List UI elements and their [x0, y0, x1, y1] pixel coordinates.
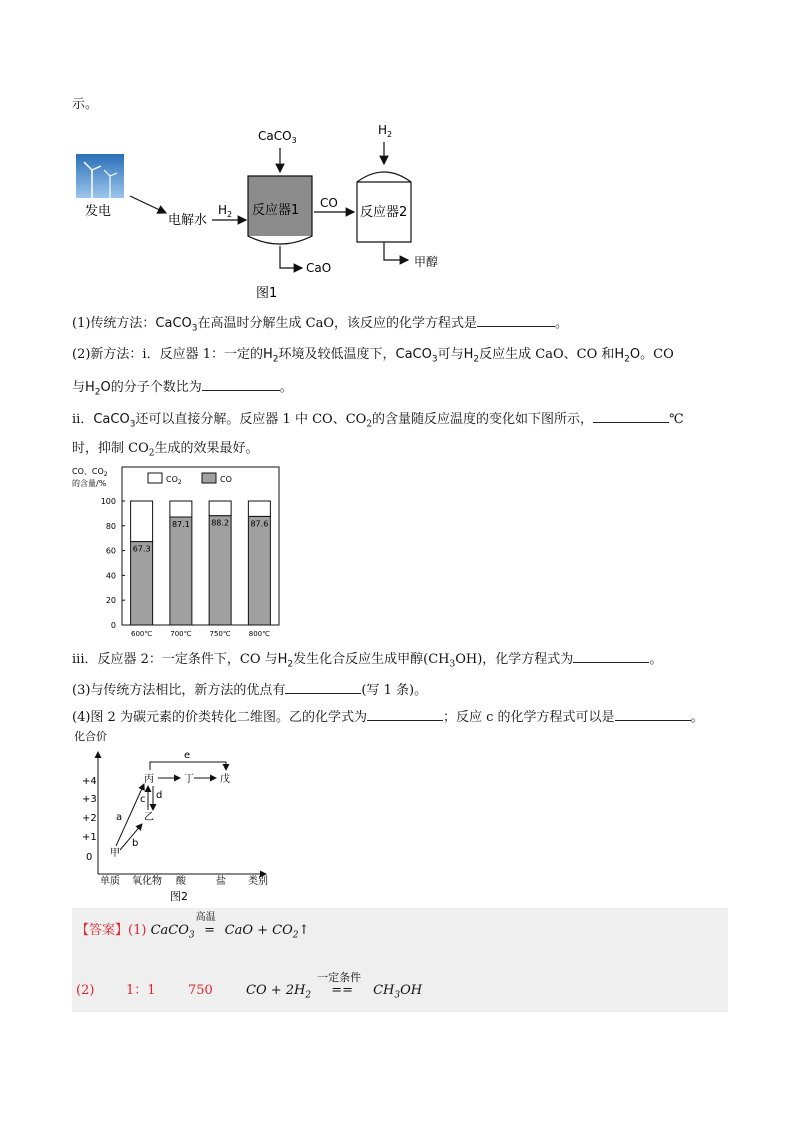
- fig2-xcat-salt: 盐: [216, 876, 226, 887]
- bar-data-label: 87.1: [171, 519, 190, 529]
- bar-co: [131, 542, 153, 625]
- arrow-methanol-outlet: [384, 242, 408, 260]
- fig2-xcat-oxide: 氧化物: [132, 876, 162, 887]
- wind-turbine-image: [76, 154, 124, 198]
- bar-co2: [131, 501, 153, 542]
- legend-swatch-co: [202, 473, 216, 483]
- question-2-ii-line-1: ii．CaCO$_3$还可以直接分解。反应器 1 中 CO、$CO_2$的含量随反应温度的变化如下图所示， ℃: [72, 412, 684, 430]
- answer-blank-3[interactable]: [593, 410, 669, 423]
- answer-2-equation: CO + $2H_2$ 一定条件 == $CH_3OH$: [246, 971, 423, 1001]
- bar-co: [209, 516, 231, 625]
- h2-label-1: $H_2$: [218, 203, 233, 219]
- fig2-arrow-d-label: d: [156, 790, 163, 801]
- electrolysis-label: 电解水: [168, 213, 208, 228]
- chart-y-axis: [101, 497, 125, 630]
- answer-tag: 【答案】: [76, 923, 129, 938]
- legend-label-co: CO: [220, 475, 232, 484]
- chart-ylabel-line2: 的含量/%: [72, 479, 107, 488]
- fig2-node-ding: 丁: [184, 774, 194, 785]
- question-4: (4)图 2 为碳元素的价类转化二维图。乙的化学式为 ；反应 c 的化学方程式可以是 。: [72, 710, 704, 725]
- question-2-iii: iii．反应器 2：一定条件下，CO 与$H_2$发生化合反应生成甲醇$(CH_3OH)$，化学方程式为 。: [72, 652, 663, 670]
- fig2-ytick-plus3: +3: [82, 794, 97, 805]
- x-tick-label: 800℃: [248, 630, 270, 638]
- y-tick-label: 80: [105, 521, 116, 531]
- fig2-node-wu: 戊: [220, 774, 230, 785]
- legend-label-co2: $CO_2$: [166, 475, 182, 486]
- fig2-node-jia: 甲: [110, 848, 120, 859]
- answer-2-ratio: 1：1: [126, 983, 156, 998]
- fig2-xcat-category: 类别: [248, 876, 268, 887]
- legend-swatch-co2: [148, 473, 162, 483]
- bar-co2: [248, 501, 270, 516]
- fig2-node-yi: 乙: [144, 812, 154, 823]
- answer-part-1: 【答案】(1) CaCO$_3$ 高温 = CaO + $CO_2↑$: [76, 912, 310, 941]
- chart-ylabel-line1: CO、$CO_2$: [72, 467, 108, 478]
- answer-2-temperature: 750: [188, 983, 213, 998]
- fig2-ytick-plus2: +2: [82, 813, 97, 824]
- question-2-ii-line-2: 时，抑制 $CO_2$生成的效果最好。: [72, 441, 259, 459]
- figure-1-caption: 图1: [256, 286, 278, 301]
- bar-data-label: 88.2: [211, 518, 230, 528]
- fig2-node-bing: 丙: [144, 774, 154, 785]
- answer-blank-4[interactable]: [573, 650, 649, 663]
- bar-co: [248, 516, 270, 625]
- fig2-ytick-zero: 0: [86, 852, 93, 863]
- bar-data-label: 67.3: [132, 544, 151, 554]
- figure-2-valence-diagram: [70, 726, 290, 906]
- fig2-xcat-element: 单质: [100, 876, 120, 887]
- question-1: (1)传统方法：CaCO$_3$在高温时分解生成 CaO，该反应的化学方程式是 。: [72, 316, 569, 334]
- bar-chart: [70, 462, 290, 642]
- intro-tail: 示。: [72, 97, 99, 112]
- fig2-ytick-plus4: +4: [82, 776, 97, 787]
- answer-blank-2[interactable]: [202, 378, 280, 391]
- x-tick-label: 750℃: [209, 630, 231, 638]
- x-tick-label: 700℃: [170, 630, 192, 638]
- x-tick-label: 600℃: [131, 630, 153, 638]
- fig2-yaxis-label: 化合价: [74, 730, 107, 743]
- y-tick-label: 40: [105, 571, 116, 581]
- answer-part-2: (2): [76, 983, 95, 998]
- arrow-cao-outlet: [280, 246, 302, 268]
- answer-blank-6[interactable]: [367, 708, 443, 721]
- fig2-arrow-a-label: a: [116, 812, 123, 823]
- figure-2-caption: 图2: [170, 890, 188, 903]
- answer-1-equation: CaCO$_3$ 高温 = CaO + $CO_2↑$: [150, 912, 310, 941]
- question-3: (3)与传统方法相比，新方法的优点有 (写 1 条)。: [72, 683, 428, 698]
- answer-blank-7[interactable]: [615, 708, 691, 721]
- y-tick-label: 20: [105, 596, 116, 606]
- question-2-line-2: 与$H_2O$的分子个数比为 。: [72, 380, 293, 398]
- bar-co: [170, 517, 192, 625]
- co-label: CO: [320, 196, 338, 210]
- fig2-xcat-acid: 酸: [176, 876, 186, 887]
- h2-label-2: $H_2$: [378, 123, 393, 139]
- fig2-arrow-e: [150, 762, 226, 770]
- bar-co2: [209, 501, 231, 516]
- answer-blank-1[interactable]: [477, 314, 555, 327]
- bar-co2: [170, 501, 192, 517]
- fig2-ytick-plus1: +1: [82, 832, 97, 843]
- cao-label: CaO: [306, 261, 332, 275]
- power-label: 发电: [85, 204, 112, 219]
- bar-data-label: 87.6: [250, 519, 269, 529]
- fig2-arrow-b: [120, 824, 142, 850]
- reactor-1-label: 反应器1: [252, 203, 300, 218]
- y-tick-label: 0: [110, 621, 116, 630]
- chart-x-axis: [131, 630, 270, 638]
- arrow-power-to-electrolysis: [130, 196, 166, 213]
- fig2-arrow-e-label: e: [184, 750, 191, 761]
- fig2-arrow-c-label: c: [140, 794, 146, 805]
- answer-blank-5[interactable]: [285, 681, 361, 694]
- y-tick-label: 100: [100, 497, 116, 506]
- question-2-line-1: (2)新方法：i．反应器 1：一定的$H_2$环境及较低温度下，CaCO$_3$可与$H_2$反应生成 CaO、CO 和$H_2O$。CO: [72, 347, 674, 365]
- y-tick-label: 60: [105, 546, 116, 556]
- caco3-label: CaCO$_3$: [258, 129, 297, 145]
- fig2-arrow-b-label: b: [132, 838, 139, 849]
- figure-1-process-diagram: [70, 118, 490, 308]
- methanol-label: 甲醇: [414, 255, 439, 269]
- reactor-2-label: 反应器2: [360, 205, 408, 220]
